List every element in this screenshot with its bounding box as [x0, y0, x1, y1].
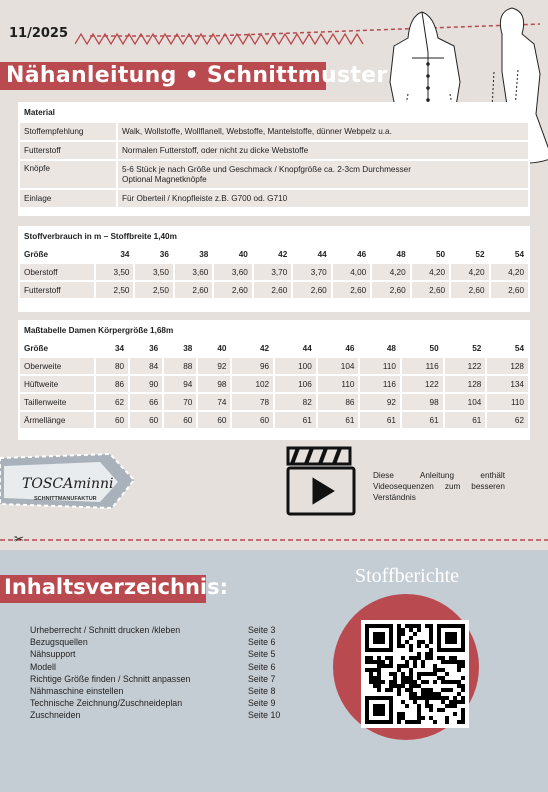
page-title: Nähanleitung • Schnittmuster — [6, 63, 388, 88]
brand-logo-text: TOSCAminni — [22, 476, 114, 492]
fabric-usage-table — [18, 244, 530, 300]
toc-item[interactable]: Technische Zeichnung/Zuschneideplan Seite 9 — [30, 698, 276, 709]
table-row: Knöpfe 5-6 Stück je nach Größe und Geschmack / Knopfgröße ca. 2-3cm Durchmesser Optional Magnetknöpfe — [20, 161, 528, 188]
fabric-usage-panel — [18, 226, 530, 312]
qr-code-frame[interactable] — [361, 620, 469, 728]
toc-item[interactable]: Modell Seite 6 — [30, 661, 276, 672]
stoffberichte-title: Stoffberichte — [355, 565, 460, 587]
material-heading: Material — [20, 104, 528, 121]
toc-item[interactable]: Nähmaschine einstellen Seite 8 — [30, 685, 276, 696]
table-row: Futterstoff 2,50 2,50 2,60 2,60 2,60 2,60 2,60 2,60 2,60 2,60 2,60 — [20, 282, 528, 298]
size-chart-table — [18, 338, 530, 430]
scissors-icon: ✂ — [14, 532, 25, 546]
toc-title: Inhaltsverzeichnis: — [4, 575, 229, 599]
toc-item[interactable]: Richtige Größe finden / Schnitt anpassen Seite 7 — [30, 673, 276, 684]
table-row: Oberstoff 3,50 3,50 3,60 3,60 3,70 3,70 4,00 4,20 4,20 4,20 4,20 — [20, 264, 528, 280]
cut-line — [0, 536, 548, 544]
table-row: Futterstoff Normalen Futterstoff, oder nicht zu dicke Webstoffe — [20, 142, 528, 159]
issue-number: 11/2025 — [9, 26, 69, 41]
qr-code[interactable] — [361, 620, 469, 728]
toc-item[interactable]: Nähsupport Seite 5 — [30, 649, 276, 660]
fabric-usage-heading: Stoffverbrauch in m – Stoffbreite 1,40m — [24, 232, 177, 241]
brand-logo-subtext: SCHNITTMANUFAKTUR — [34, 496, 97, 502]
material-table — [18, 102, 530, 209]
table-row: Stoffempfehlung Walk, Wollstoffe, Wollflanell, Webstoffe, Mantelstoffe, dünner Webpelz u.a. — [20, 123, 528, 140]
table-row: Hüftweite 86 90 94 98 102 106 110 116 122 128 134 — [20, 376, 528, 392]
video-clapper-icon — [284, 444, 358, 518]
toc-item[interactable]: Urheberrecht / Schnitt drucken /kleben Seite 3 — [30, 625, 276, 635]
toc-item[interactable]: Zuschneiden Seite 10 — [30, 710, 281, 721]
table-row: Oberweite 80 84 88 92 96 100 104 110 116 122 128 — [20, 358, 528, 374]
video-note: Diese Anleitung enthält Videosequenzen zum besseren Verständnis — [373, 471, 505, 502]
table-row: Taillenweite 62 66 70 74 78 82 86 92 98 104 110 — [20, 394, 528, 410]
zigzag-stitch — [75, 30, 365, 50]
table-row: Ärmellänge 60 60 60 60 60 61 61 61 61 61 62 — [20, 412, 528, 428]
size-chart-panel — [18, 320, 530, 440]
table-row: Einlage Für Oberteil / Knopfleiste z.B. G700 od. G710 — [20, 190, 528, 207]
material-panel — [18, 102, 530, 216]
table-header-row: Größe 34 36 38 40 42 44 46 48 50 52 54 — [20, 246, 528, 262]
toc-item[interactable]: Bezugsquellen Seite 6 — [30, 637, 276, 648]
size-chart-heading: Maßtabelle Damen Körpergröße 1,68m — [24, 326, 174, 335]
table-of-contents — [30, 625, 300, 723]
table-header-row: Größe 34 36 38 40 42 44 46 48 50 52 54 — [20, 340, 528, 356]
